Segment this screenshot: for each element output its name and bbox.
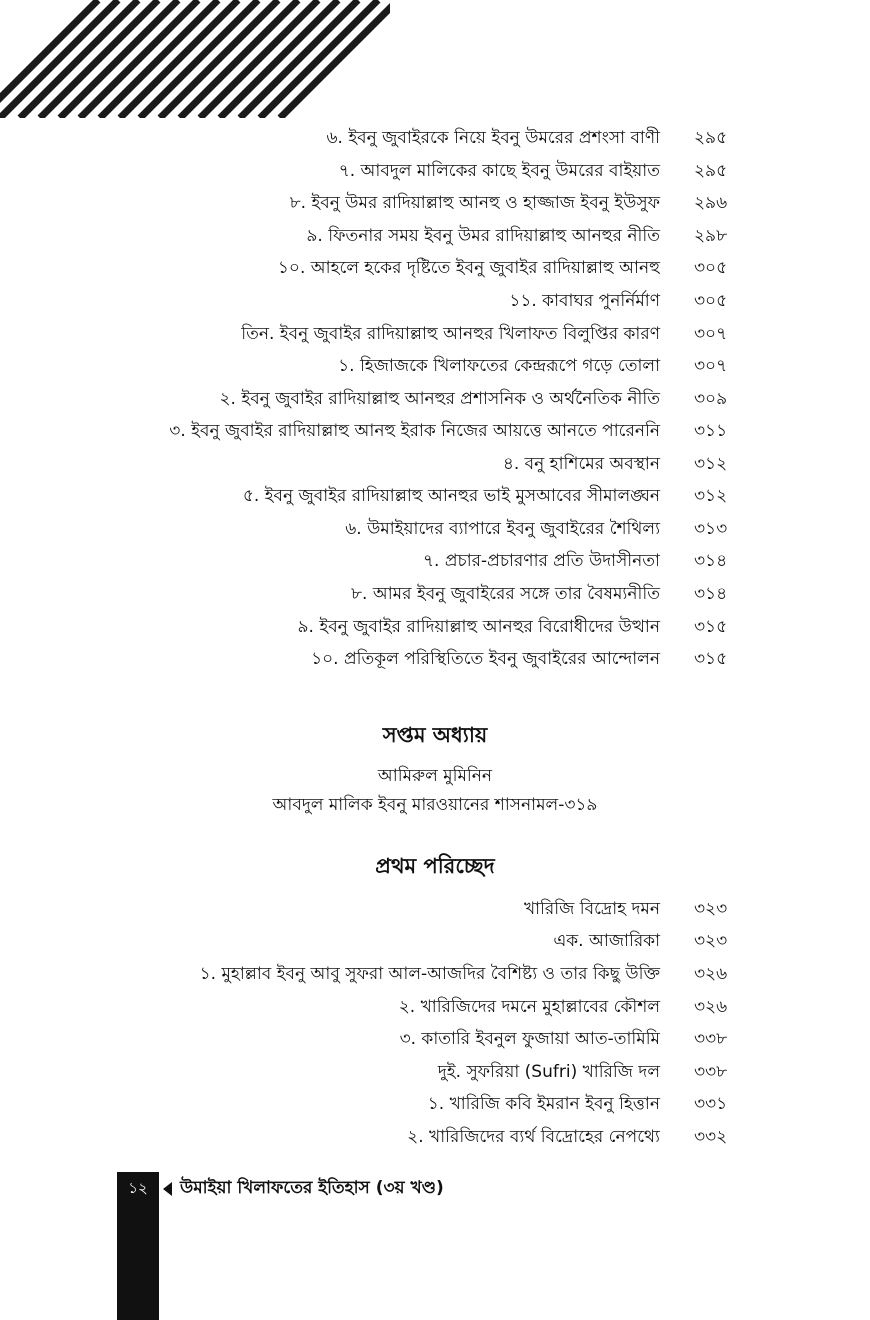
toc-entry-page: ২৯৫ <box>694 161 728 181</box>
toc-entry-title: দুই. সুফরিয়া (Sufri) খারিজি দল <box>437 1062 660 1082</box>
toc-entry <box>0 925 870 957</box>
chapter-reign-title: আবদুল মালিক ইবনু মারওয়ানের শাসনামল-৩১৯ <box>272 795 598 815</box>
toc-entry <box>0 513 870 545</box>
toc-entry-page: ৩৩১ <box>694 1094 728 1114</box>
toc-entry-page: ৩০৭ <box>694 356 728 376</box>
toc-entry-title: ৭. প্রচার-প্রচারণার প্রতি উদাসীনতা <box>423 551 660 571</box>
toc-entry <box>0 1023 870 1055</box>
toc-entry-title: ৩. ইবনু জুবাইর রাদিয়াল্লাহু আনহু ইরাক নিজের আয়ত্তে আনতে পারেননি <box>169 421 660 441</box>
toc-entry-page: ৩২৩ <box>694 931 728 951</box>
toc-entry-page: ৩৩৮ <box>694 1062 728 1082</box>
toc-entry-page: ৩৩৮ <box>694 1029 728 1049</box>
toc-entry <box>0 480 870 512</box>
toc-entry-title: ১. হিজাজকে খিলাফতের কেন্দ্ররূপে গড়ে তোলা <box>338 356 660 376</box>
toc-entry <box>0 415 870 447</box>
toc-entry-page: ৩২৩ <box>694 899 728 919</box>
toc-entry-title: ১. খারিজি কবি ইমরান ইবনু হিত্তান <box>427 1094 660 1114</box>
toc-entry-page: ২৯৬ <box>694 193 728 213</box>
toc-entry <box>0 383 870 415</box>
toc-entry <box>0 252 870 284</box>
footer-page-number: ১২ <box>128 1179 148 1197</box>
toc-entry-page: ২৯৮ <box>694 226 728 246</box>
toc-entry <box>0 1056 870 1088</box>
toc-entry-title: তিন. ইবনু জুবাইর রাদিয়াল্লাহু আনহুর খিলাফত বিলুপ্তির কারণ <box>241 324 660 344</box>
toc-entry-title: ১১. কাবাঘর পুনর্নির্মাণ <box>509 291 660 311</box>
toc-entry-title: ৯. ফিতনার সময় ইবনু উমর রাদিয়াল্লাহু আনহুর নীতি <box>306 226 660 246</box>
toc-entry-page: ৩১৪ <box>694 584 728 604</box>
toc-entry-page: ২৯৫ <box>694 128 728 148</box>
toc-entry-page: ৩২৬ <box>694 964 728 984</box>
toc-entry-page: ৩১৪ <box>694 551 728 571</box>
toc-entry-title: ১০. আহলে হকের দৃষ্টিতে ইবনু জুবাইর রাদিয়াল্লাহু আনহু <box>277 258 660 278</box>
toc-entry <box>0 991 870 1023</box>
toc-entry-title: ৭. আবদুল মালিকের কাছে ইবনু উমরের বাইয়াত <box>338 161 660 181</box>
toc-entry-title: ৮. আমর ইবনু জুবাইরের সঙ্গে তার বৈষম্যনীতি <box>351 584 660 604</box>
toc-entry-page: ৩০৫ <box>694 258 728 278</box>
toc-entry <box>0 611 870 643</box>
toc-entry-title: ১০. প্রতিকূল পরিস্থিতিতে ইবনু জুবাইরের আন্দোলন <box>311 649 660 669</box>
toc-entry <box>0 643 870 675</box>
toc-entry-page: ৩১৫ <box>694 649 728 669</box>
toc-entry-page: ৩১৩ <box>694 519 728 539</box>
toc-entry <box>0 1088 870 1120</box>
toc-entry-title: ৯. ইবনু জুবাইর রাদিয়াল্লাহু আনহুর বিরোধীদের উত্থান <box>297 617 660 637</box>
toc-entry-page: ৩২৬ <box>694 997 728 1017</box>
toc-entry <box>0 893 870 925</box>
toc-entry <box>0 155 870 187</box>
toc-entry-page: ৩০৫ <box>694 291 728 311</box>
toc-entry <box>0 187 870 219</box>
toc-entry-title: খারিজি বিদ্রোহ দমন <box>523 899 660 919</box>
footer-arrow-icon <box>163 1182 172 1196</box>
chapter-heading: সপ্তম অধ্যায় <box>382 723 488 747</box>
footer-book-title: উমাইয়া খিলাফতের ইতিহাস (৩য় খণ্ড) <box>180 1178 444 1198</box>
toc-entry <box>0 578 870 610</box>
toc-entry-title: ১. মুহাল্লাব ইবনু আবু সুফরা আল-আজদির বৈশিষ্ট্য ও তার কিছু উক্তি <box>199 964 660 984</box>
toc-entry-page: ৩১৫ <box>694 617 728 637</box>
toc-entry-title: ৬. উমাইয়াদের ব্যাপারে ইবনু জুবাইরের শৈথিল্য <box>345 519 660 539</box>
chapter-subtitle: আমিরুল মুমিনিন <box>377 766 493 786</box>
toc-entry-page: ৩০৯ <box>694 389 728 409</box>
toc-entry-title: ২. খারিজিদের ব্যর্থ বিদ্রোহের নেপথ্যে <box>407 1127 660 1147</box>
toc-entry-title: ৬. ইবনু জুবাইরকে নিয়ে ইবনু উমরের প্রশংসা বাণী <box>326 128 660 148</box>
toc-entry <box>0 318 870 350</box>
toc-entry <box>0 545 870 577</box>
toc-entry-title: ৪. বনু হাশিমের অবস্থান <box>502 454 660 474</box>
corner-hatch-decoration <box>0 0 390 118</box>
toc-entry-page: ৩৩২ <box>694 1127 728 1147</box>
toc-entry <box>0 350 870 382</box>
toc-entry-title: ৩. কাতারি ইবনুল ফুজায়া আত-তামিমি <box>399 1029 660 1049</box>
toc-entry <box>0 220 870 252</box>
toc-entry <box>0 122 870 154</box>
toc-entry <box>0 285 870 317</box>
toc-entry-title: ৫. ইবনু জুবাইর রাদিয়াল্লাহু আনহুর ভাই মুসআবের সীমালঙ্ঘন <box>242 486 660 506</box>
toc-entry-title: ৮. ইবনু উমর রাদিয়াল্লাহু আনহু ও হাজ্জাজ ইবনু ইউসুফ <box>289 193 660 213</box>
toc-entry-page: ৩১১ <box>694 421 728 441</box>
toc-entry <box>0 1121 870 1153</box>
section-heading: প্রথম পরিচ্ছেদ <box>375 854 495 878</box>
toc-entry-title: এক. আজারিকা <box>553 931 660 951</box>
toc-entry-page: ৩০৭ <box>694 324 728 344</box>
toc-entry-title: ২. খারিজিদের দমনে মুহাল্লাবের কৌশল <box>398 997 660 1017</box>
toc-entry <box>0 448 870 480</box>
toc-entry-page: ৩১২ <box>694 454 728 474</box>
toc-entry-title: ২. ইবনু জুবাইর রাদিয়াল্লাহু আনহুর প্রশাসনিক ও অর্থনৈতিক নীতি <box>219 389 660 409</box>
toc-entry <box>0 958 870 990</box>
toc-entry-page: ৩১২ <box>694 486 728 506</box>
